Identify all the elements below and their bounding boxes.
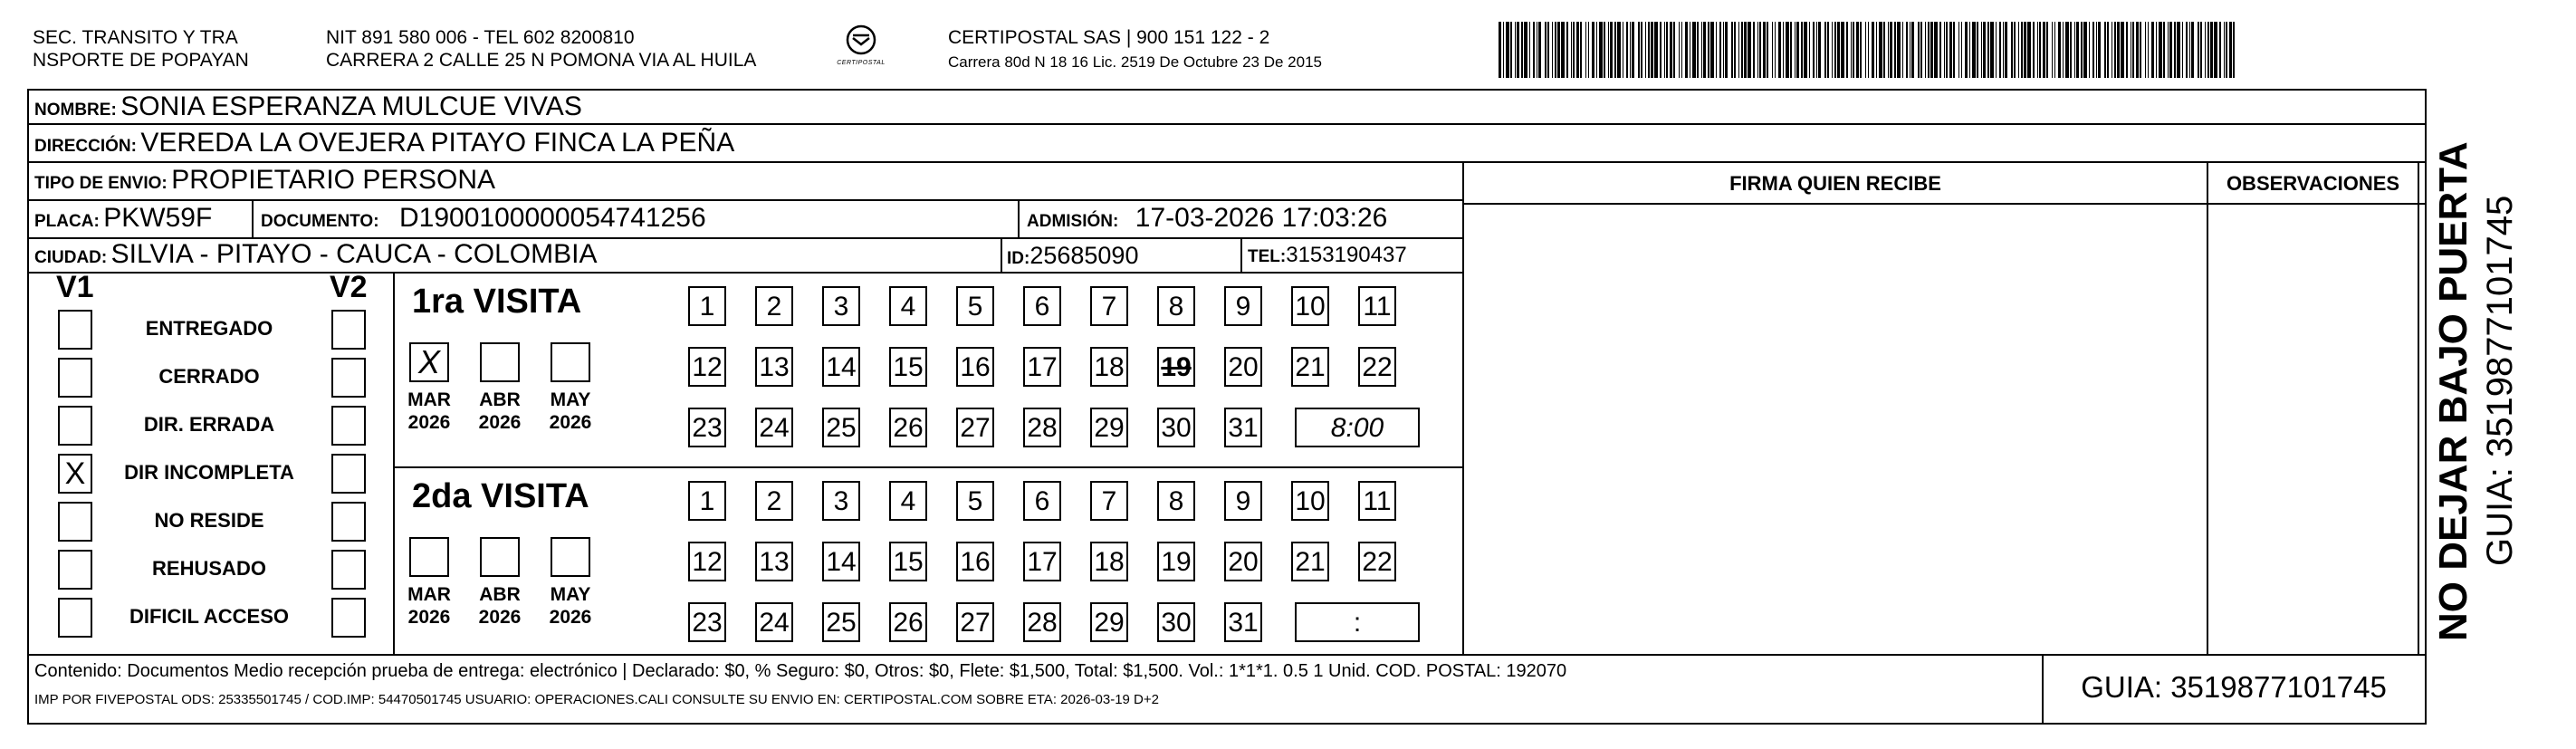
month-name: MAR (407, 584, 451, 605)
status-label: NO RESIDE (154, 509, 264, 532)
month-year: 2026 (549, 607, 592, 628)
day-box[interactable]: 17 (1023, 347, 1061, 387)
month-name: ABR (479, 389, 521, 410)
v1-checkbox[interactable] (58, 598, 92, 638)
day-box[interactable]: 6 (1023, 286, 1061, 326)
side-guia: GUIA: 3519877101745 (2480, 195, 2520, 566)
v2-checkbox[interactable] (331, 358, 366, 398)
day-box[interactable]: 19 (1157, 347, 1195, 387)
day-box[interactable]: 31 (1224, 408, 1262, 447)
v1-checkbox[interactable] (58, 358, 92, 398)
day-box[interactable]: 28 (1023, 602, 1061, 642)
month-year: 2026 (478, 607, 522, 628)
status-label: CERRADO (158, 365, 260, 388)
month-checkbox[interactable] (480, 342, 520, 382)
month-name: MAY (550, 584, 591, 605)
day-box[interactable]: 3 (822, 481, 860, 521)
status-label: ENTREGADO (145, 317, 273, 340)
day-box[interactable]: 18 (1090, 542, 1128, 581)
day-box[interactable]: 3 (822, 286, 860, 326)
time-box[interactable]: 8:00 (1295, 408, 1420, 447)
day-box[interactable]: 8 (1157, 481, 1195, 521)
day-box[interactable]: 21 (1291, 542, 1329, 581)
day-box[interactable]: 2 (755, 481, 793, 521)
field-id (1007, 239, 1138, 275)
day-box[interactable]: 23 (688, 602, 726, 642)
field-ciudad (34, 238, 597, 275)
month-checkbox[interactable] (409, 537, 449, 577)
day-box[interactable]: 31 (1224, 602, 1262, 642)
barcode (1499, 22, 2241, 78)
barcode-bar (2233, 22, 2235, 78)
direccion-label: DIRECCIÓN: (34, 137, 137, 156)
field-direccion (34, 127, 734, 164)
content-line: Contenido: Documentos Medio recepción prueba de entrega: electrónico | Declarado: $0, % Seguro: $0, Otros: $0, Flete: $1,500, Total: $1,500. Vol.: 1*1*1. 0.5 1 Unid. COD. POSTAL: 192070 (34, 661, 1567, 681)
day-box[interactable]: 13 (755, 347, 793, 387)
status-label: REHUSADO (152, 557, 266, 580)
field-tipo-envio (34, 164, 495, 201)
visit-title: 1ra VISITA (412, 283, 582, 321)
day-box[interactable]: 27 (956, 602, 994, 642)
day-box[interactable]: 25 (822, 408, 860, 447)
v1-header: V1 (56, 270, 94, 304)
ciudad-label: CIUDAD: (34, 248, 108, 267)
v2-header: V2 (330, 270, 368, 304)
day-box[interactable]: 5 (956, 286, 994, 326)
month-checkbox[interactable] (480, 537, 520, 577)
issuer-line-2: NSPORTE DE POPAYAN (33, 50, 249, 71)
day-box[interactable]: 14 (822, 347, 860, 387)
imp-line: IMP POR FIVEPOSTAL ODS: 25335501745 / COD.IMP: 54470501745 USUARIO: OPERACIONES.CALI CONSULTE SU ENVIO EN: CERTIPOSTAL.COM SOBRE ETA: 2026-03-19 D+2 (34, 692, 1159, 707)
documento-value: D1900100000054741256 (399, 203, 706, 233)
day-box[interactable]: 26 (889, 602, 927, 642)
issuer-address: CARRERA 2 CALLE 25 N POMONA VIA AL HUILA (326, 50, 757, 71)
visit-title: 2da VISITA (412, 477, 589, 515)
logo-text: CERTIPOSTAL (837, 60, 886, 66)
day-box[interactable]: 16 (956, 347, 994, 387)
day-box[interactable]: 2 (755, 286, 793, 326)
day-box[interactable]: 23 (688, 408, 726, 447)
v1-checkbox[interactable] (58, 310, 92, 350)
day-box[interactable]: 6 (1023, 481, 1061, 521)
day-box[interactable]: 29 (1090, 408, 1128, 447)
day-box[interactable]: 24 (755, 602, 793, 642)
day-box[interactable]: 22 (1358, 542, 1396, 581)
no-dejar-warning: NO DEJAR BAJO PUERTA (2431, 141, 2475, 641)
day-box[interactable]: 1 (688, 481, 726, 521)
day-box[interactable]: 9 (1224, 286, 1262, 326)
day-box[interactable]: 17 (1023, 542, 1061, 581)
month-year: 2026 (478, 412, 522, 433)
nombre-value: SONIA ESPERANZA MULCUE VIVAS (120, 91, 582, 121)
day-box[interactable]: 19 (1157, 542, 1195, 581)
month-checkbox[interactable] (551, 342, 590, 382)
month-checkbox[interactable] (551, 537, 590, 577)
v2-checkbox[interactable] (331, 550, 366, 590)
v2-checkbox[interactable] (331, 502, 366, 542)
tel-value: 3153190437 (1286, 243, 1407, 267)
observaciones-header: OBSERVACIONES (2226, 172, 2400, 195)
nombre-label: NOMBRE: (34, 101, 117, 120)
issuer-line-1: SEC. TRANSITO Y TRA (33, 27, 238, 48)
v2-checkbox[interactable] (331, 454, 366, 494)
field-documento (261, 202, 706, 239)
day-box[interactable]: 14 (822, 542, 860, 581)
placa-value: PKW59F (103, 203, 213, 233)
logo-icon (831, 20, 891, 76)
day-box[interactable]: 13 (755, 542, 793, 581)
day-box[interactable]: 7 (1090, 286, 1128, 326)
admision-label: ADMISIÓN: (1027, 212, 1119, 231)
v2-checkbox[interactable] (331, 598, 366, 638)
id-value: 25685090 (1029, 242, 1139, 269)
v1-checkbox[interactable]: X (58, 454, 92, 494)
day-box[interactable]: 15 (889, 347, 927, 387)
day-box[interactable]: 11 (1358, 286, 1396, 326)
day-box[interactable]: 29 (1090, 602, 1128, 642)
day-box[interactable]: 20 (1224, 347, 1262, 387)
documento-label: DOCUMENTO: (261, 212, 379, 231)
courier-license: Carrera 80d N 18 16 Lic. 2519 De Octubre 23 De 2015 (948, 53, 1322, 71)
v1-checkbox[interactable] (58, 502, 92, 542)
field-nombre (34, 91, 582, 128)
v1-checkbox[interactable] (58, 406, 92, 446)
tipo-envio-label: TIPO DE ENVIO: (34, 174, 168, 193)
time-box[interactable]: : (1295, 602, 1420, 642)
observations-area[interactable] (2208, 205, 2416, 652)
month-name: MAR (407, 389, 451, 410)
month-year: 2026 (549, 412, 592, 433)
day-box[interactable]: 8 (1157, 286, 1195, 326)
status-label: DIR INCOMPLETA (124, 461, 294, 484)
signature-area[interactable] (1464, 205, 2205, 652)
day-box[interactable]: 26 (889, 408, 927, 447)
direccion-value: VEREDA LA OVEJERA PITAYO FINCA LA PEÑA (140, 128, 735, 158)
day-box[interactable]: 1 (688, 286, 726, 326)
month-name: ABR (479, 584, 521, 605)
month-name: MAY (550, 389, 591, 410)
tel-label: TEL: (1248, 247, 1287, 266)
day-box[interactable]: 4 (889, 286, 927, 326)
month-year: 2026 (407, 607, 451, 628)
tipo-envio-value: PROPIETARIO PERSONA (171, 165, 496, 195)
v2-checkbox[interactable] (331, 406, 366, 446)
day-box[interactable]: 24 (755, 408, 793, 447)
day-box[interactable]: 9 (1224, 481, 1262, 521)
courier-name: CERTIPOSTAL SAS | 900 151 122 - 2 (948, 27, 1270, 48)
status-label: DIFICIL ACCESO (129, 605, 289, 628)
day-box[interactable]: 28 (1023, 408, 1061, 447)
day-box[interactable]: 12 (688, 542, 726, 581)
firma-header: FIRMA QUIEN RECIBE (1729, 172, 1941, 195)
day-box[interactable]: 30 (1157, 602, 1195, 642)
day-box[interactable]: 20 (1224, 542, 1262, 581)
day-box[interactable]: 16 (956, 542, 994, 581)
field-tel (1248, 239, 1407, 274)
day-box[interactable]: 21 (1291, 347, 1329, 387)
day-box[interactable]: 11 (1358, 481, 1396, 521)
field-admision (1027, 202, 1387, 239)
field-placa (34, 202, 212, 239)
day-box[interactable]: 5 (956, 481, 994, 521)
day-box[interactable]: 27 (956, 408, 994, 447)
month-checkbox[interactable]: X (409, 342, 449, 382)
issuer-nit: NIT 891 580 006 - TEL 602 8200810 (326, 27, 635, 48)
placa-label: PLACA: (34, 212, 100, 231)
admision-value: 17-03-2026 17:03:26 (1135, 203, 1388, 233)
day-box[interactable]: 7 (1090, 481, 1128, 521)
day-box[interactable]: 10 (1291, 286, 1329, 326)
month-year: 2026 (407, 412, 451, 433)
day-box[interactable]: 15 (889, 542, 927, 581)
day-box[interactable]: 22 (1358, 347, 1396, 387)
day-box[interactable]: 30 (1157, 408, 1195, 447)
day-box[interactable]: 18 (1090, 347, 1128, 387)
ciudad-value: SILVIA - PITAYO - CAUCA - COLOMBIA (110, 239, 598, 269)
day-box[interactable]: 25 (822, 602, 860, 642)
v2-checkbox[interactable] (331, 310, 366, 350)
id-label: ID: (1007, 249, 1030, 268)
status-label: DIR. ERRADA (143, 413, 275, 436)
v1-checkbox[interactable] (58, 550, 92, 590)
day-box[interactable]: 4 (889, 481, 927, 521)
day-box[interactable]: 12 (688, 347, 726, 387)
certipostal-logo (831, 20, 891, 76)
guia-box: GUIA: 3519877101745 (2081, 670, 2387, 704)
day-box[interactable]: 10 (1291, 481, 1329, 521)
